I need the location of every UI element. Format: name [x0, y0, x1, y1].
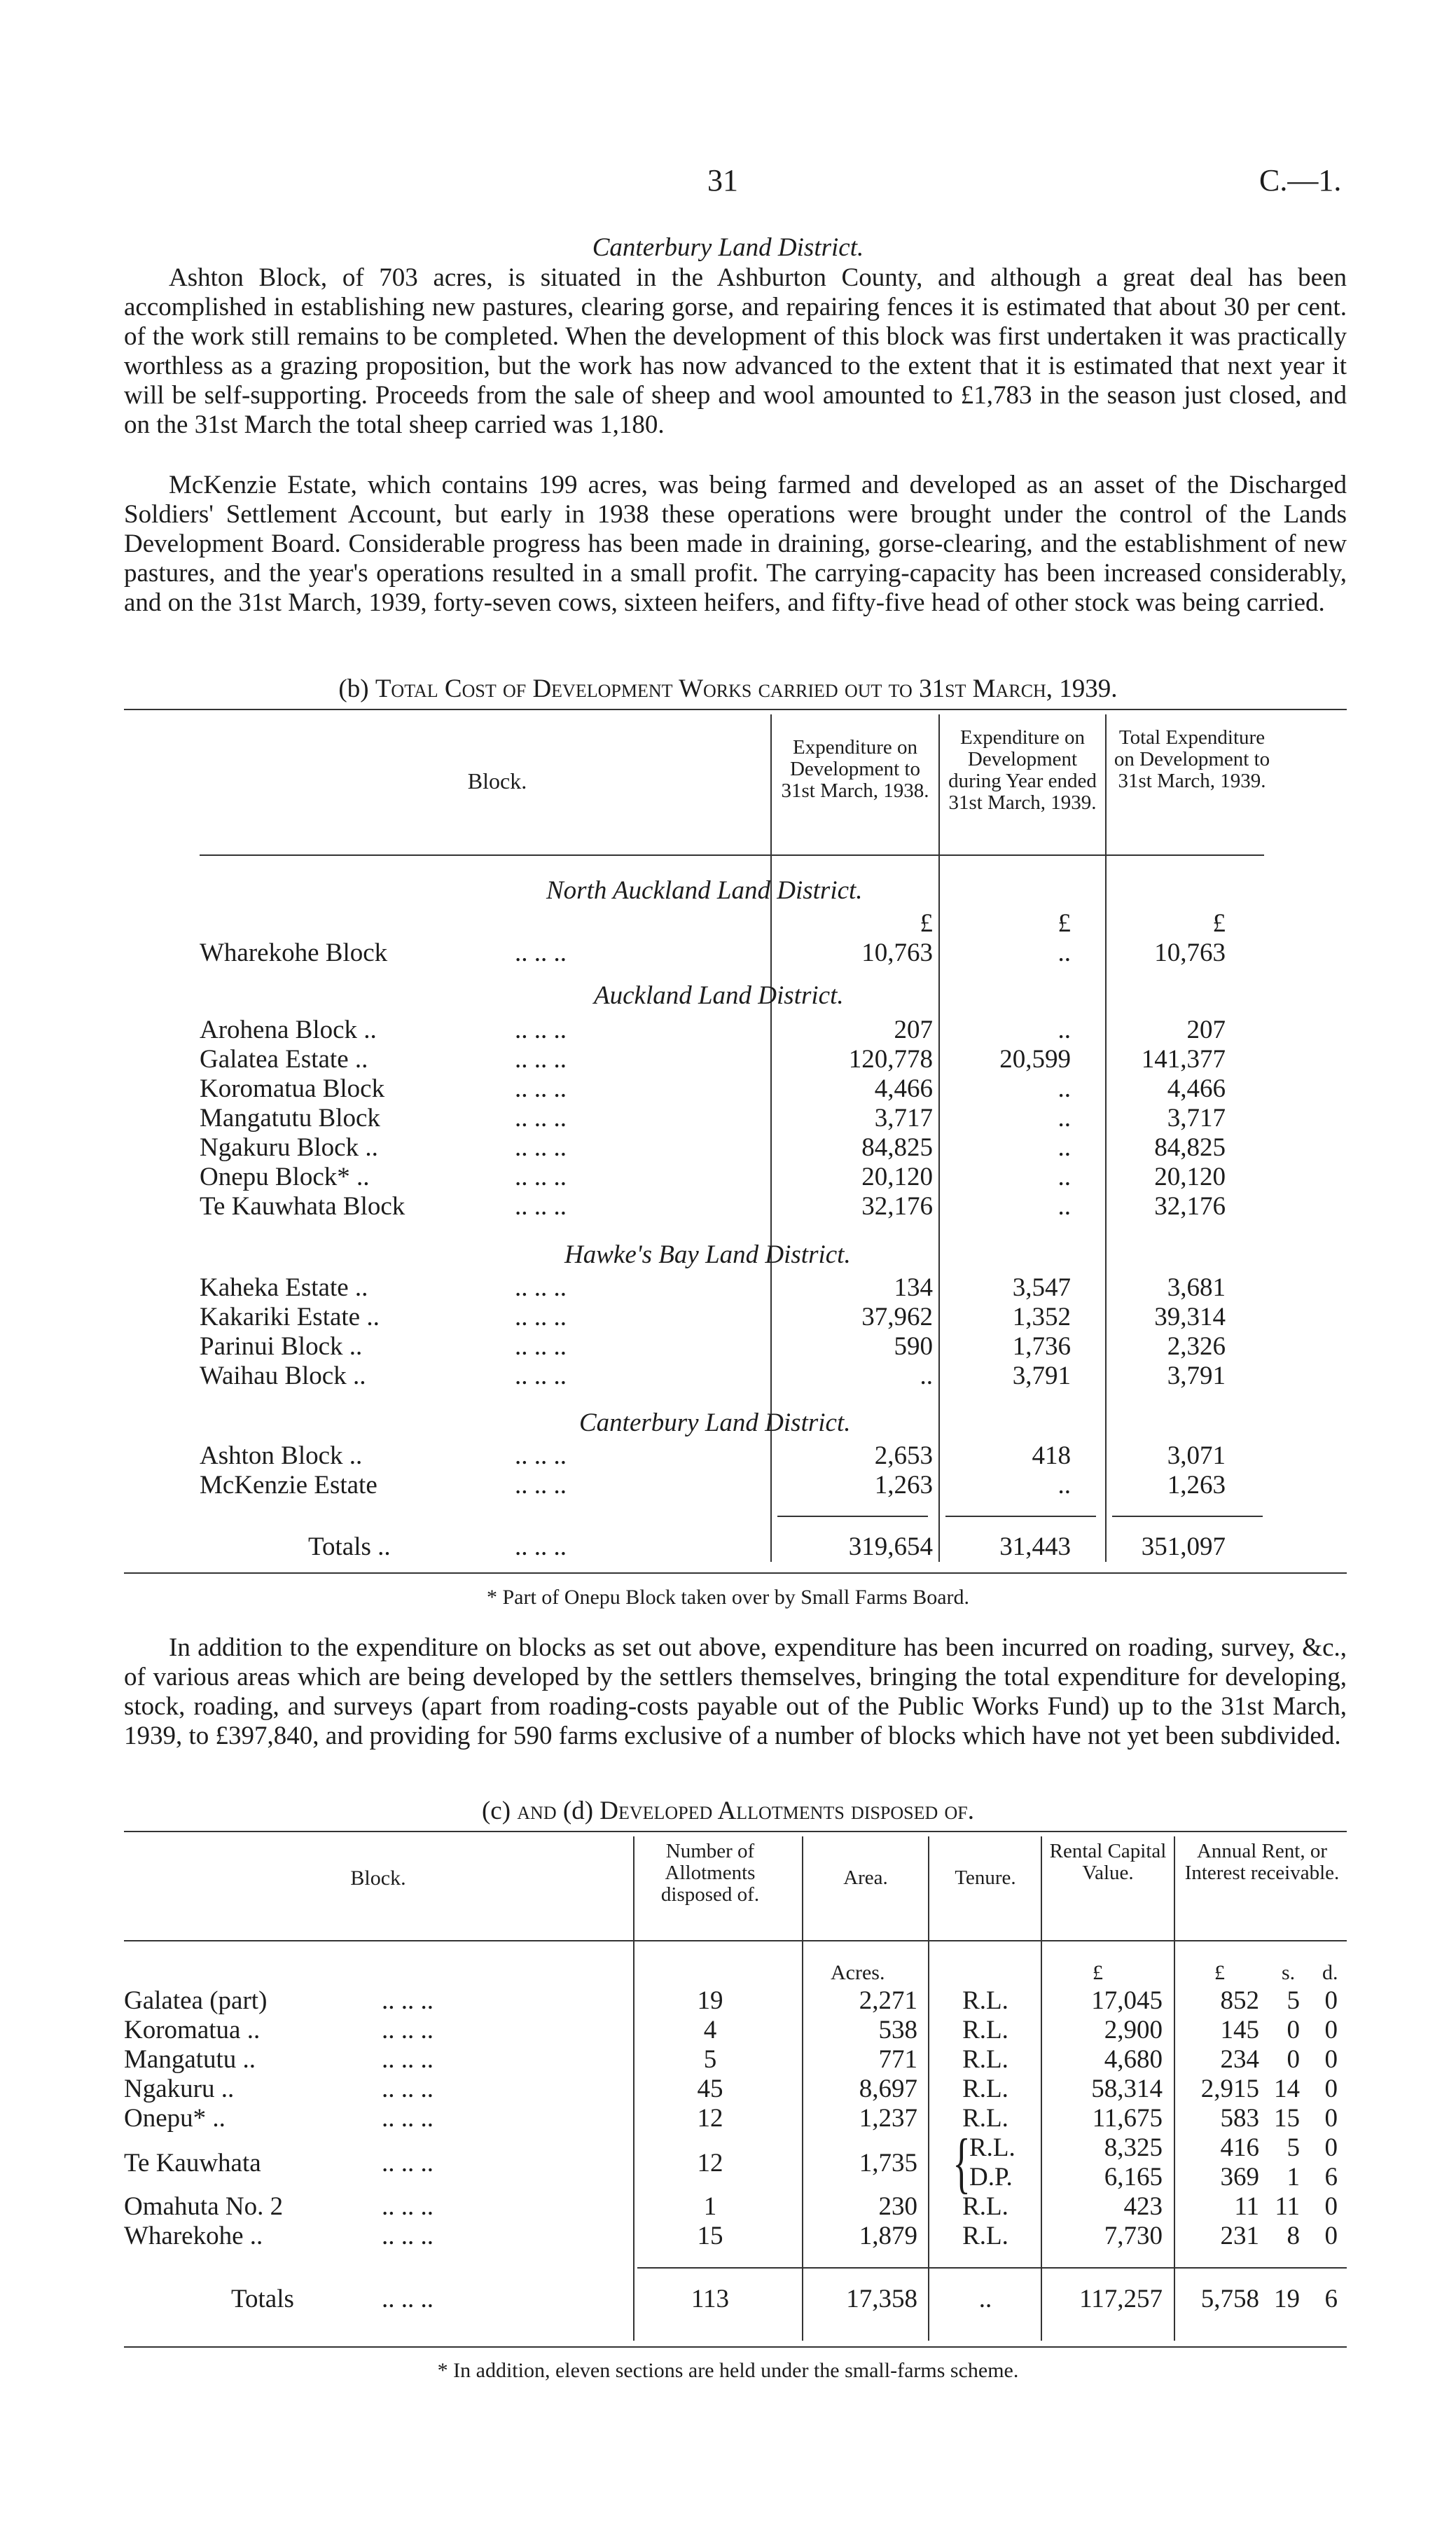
- section-heading: Canterbury Land District.: [592, 233, 864, 262]
- row-col1: 134: [894, 1273, 933, 1302]
- row-tenure-1: R.L.: [969, 2133, 1015, 2162]
- table-b-top-rule: [124, 709, 1347, 710]
- row-col2: ..: [1058, 1471, 1071, 1500]
- row-area: 1,237: [859, 2104, 917, 2133]
- row-col1: 10,763: [861, 939, 933, 967]
- row-leader: .. .. ..: [515, 1133, 567, 1162]
- row-pence: 0: [1324, 2222, 1338, 2250]
- row-rental: 2,900: [1104, 2016, 1163, 2044]
- row-col3: 20,120: [1154, 1163, 1226, 1191]
- row-block: Koromatua Block: [200, 1074, 385, 1103]
- row-col2: ..: [1058, 1074, 1071, 1103]
- totals-col2: 31,443: [999, 1532, 1071, 1561]
- row-leader: .. .. ..: [382, 2016, 434, 2044]
- row-leader: .. .. ..: [515, 1441, 567, 1470]
- row-leader: .. .. ..: [382, 2104, 434, 2133]
- row-block: Mangatutu Block: [200, 1104, 380, 1133]
- totals-rule-col1: [777, 1516, 928, 1517]
- row-tenure: R.L.: [962, 2192, 1008, 2221]
- row-pounds: 583: [1220, 2104, 1259, 2133]
- row-col1: 1,263: [874, 1471, 933, 1500]
- row-tenure: R.L.: [962, 2104, 1008, 2133]
- row-block: Parinui Block ..: [200, 1332, 363, 1361]
- row-block: Omahuta No. 2: [124, 2192, 284, 2221]
- row-leader: .. .. ..: [515, 1163, 567, 1191]
- table-cd-header-rental: Rental Capital Value.: [1049, 1840, 1167, 1884]
- table-cd-divider-3: [928, 1836, 929, 2341]
- row-col3: 39,314: [1154, 1303, 1226, 1331]
- table-cd-top-rule: [124, 1831, 1347, 1832]
- row-block: Mangatutu ..: [124, 2045, 256, 2074]
- row-col2: ..: [1058, 1016, 1071, 1044]
- unit-pence: d.: [1322, 1961, 1338, 1984]
- totals-pence: 6: [1324, 2285, 1338, 2313]
- row-pounds: 2,915: [1200, 2075, 1259, 2103]
- row-leader: .. .. ..: [382, 2149, 434, 2177]
- table-b-caption: [0, 674, 1456, 704]
- row-leader: .. .. ..: [515, 1192, 567, 1221]
- table-b-caption-text: Total Cost of Development Works carried out to 31st March, 1939.: [375, 674, 1118, 703]
- table-cd-header-allotments: Number of Allotments disposed of.: [660, 1840, 760, 1906]
- row-col3: 207: [1186, 1016, 1226, 1044]
- row-block: Ngakuru ..: [124, 2075, 235, 2103]
- row-leader: .. .. ..: [382, 2075, 434, 2103]
- row-block: Ngakuru Block ..: [200, 1133, 378, 1162]
- row-col1: 207: [894, 1016, 933, 1044]
- paragraph-mckenzie: McKenzie Estate, which contains 199 acres, was being farmed and developed as an asset of the Discharged Soldiers' Settlement Account, but early in 1938 these operations were brought under the control of the Lands Development Board. Considerable progress has been made in draining, gorse-clearing, and the establishment of new pastures, and the year's operations resulted in a small profit. The carrying-capacity has been increased considerably, and on the 31st March, 1939, forty-seven cows, sixteen heifers, and fifty-five head of other stock was being carried.: [124, 471, 1347, 617]
- table-cd-header-rule: [124, 1940, 1347, 1941]
- row-leader: .. .. ..: [515, 1074, 567, 1103]
- row-leader: .. .. ..: [515, 1362, 567, 1390]
- row-block: Arohena Block ..: [200, 1016, 377, 1044]
- row-col1: 20,120: [861, 1163, 933, 1191]
- row-col2: ..: [1058, 1133, 1071, 1162]
- currency-col1: £: [920, 909, 933, 938]
- row-pence: 0: [1324, 2104, 1338, 2133]
- table-cd-bottom-rule: [124, 2346, 1347, 2348]
- table-cd-caption-prefix-c: (c): [481, 1796, 511, 1825]
- row-allotments: 45: [697, 2075, 723, 2103]
- table-cd-caption-prefix-d: (d): [562, 1796, 594, 1825]
- totals-shillings: 19: [1274, 2285, 1300, 2313]
- row-col1: 37,962: [861, 1303, 933, 1331]
- row-block: Koromatua ..: [124, 2016, 261, 2044]
- row-tenure: R.L.: [962, 2222, 1008, 2250]
- row-shillings: 15: [1274, 2104, 1300, 2133]
- row-rental-1: 8,325: [1104, 2133, 1163, 2162]
- totals-label: Totals: [231, 2285, 294, 2313]
- row-block: McKenzie Estate: [200, 1471, 377, 1500]
- row-block: Kaheka Estate ..: [200, 1273, 368, 1302]
- row-pence: 0: [1324, 2016, 1338, 2044]
- row-shillings: 14: [1274, 2075, 1300, 2103]
- row-shillings: 11: [1275, 2192, 1300, 2221]
- unit-rental-pounds: £: [1093, 1961, 1103, 1984]
- row-rental: 17,045: [1091, 1986, 1163, 2015]
- row-rental: 7,730: [1104, 2222, 1163, 2250]
- table-cd-totals-rule: [637, 2267, 1347, 2269]
- district-canterbury: Canterbury Land District.: [579, 1408, 851, 1437]
- table-b-header-col3: Total Expenditure on Development to 31st March, 1939.: [1114, 726, 1270, 792]
- totals-area: 17,358: [846, 2285, 917, 2313]
- row-area: 1,879: [859, 2222, 917, 2250]
- row-leader: .. .. ..: [382, 1986, 434, 2015]
- row-col3: 10,763: [1154, 939, 1226, 967]
- row-rental: 11,675: [1092, 2104, 1163, 2133]
- row-rental: 58,314: [1091, 2075, 1163, 2103]
- row-block: Ashton Block ..: [200, 1441, 363, 1470]
- table-cd-footnote: * In addition, eleven sections are held under the small-farms scheme.: [437, 2359, 1019, 2382]
- row-block: Wharekohe Block: [200, 939, 388, 967]
- row-col2: 1,736: [1012, 1332, 1071, 1361]
- brace-icon: {: [952, 2125, 971, 2200]
- row-col3: 1,263: [1167, 1471, 1226, 1500]
- district-auckland: Auckland Land District.: [594, 981, 844, 1010]
- row-block: Onepu* ..: [124, 2104, 226, 2133]
- row-allotments: 12: [697, 2149, 723, 2177]
- totals-rule-col2: [945, 1516, 1096, 1517]
- row-shillings-1: 5: [1287, 2133, 1300, 2162]
- row-allotments: 15: [697, 2222, 723, 2250]
- row-block: Galatea (part): [124, 1986, 268, 2015]
- table-b-divider-2: [938, 714, 940, 1562]
- row-rental-2: 6,165: [1104, 2163, 1163, 2192]
- row-col2: ..: [1058, 1163, 1071, 1191]
- row-col3: 4,466: [1167, 1074, 1226, 1103]
- row-col3: 32,176: [1154, 1192, 1226, 1221]
- row-col1: 120,778: [848, 1045, 933, 1074]
- row-col1: 590: [894, 1332, 933, 1361]
- row-allotments: 19: [697, 1986, 723, 2015]
- table-cd-divider-5: [1174, 1836, 1175, 2341]
- row-col3: 2,326: [1167, 1332, 1226, 1361]
- row-col1: 4,466: [874, 1074, 933, 1103]
- row-allotments: 1: [703, 2192, 717, 2221]
- row-block: Kakariki Estate ..: [200, 1303, 380, 1331]
- totals-leader: .. .. ..: [382, 2285, 434, 2313]
- row-block: Onepu Block* ..: [200, 1163, 370, 1191]
- row-area: 230: [878, 2192, 917, 2221]
- table-cd-caption-text: Developed Allotments disposed of.: [599, 1796, 975, 1825]
- row-leader: .. .. ..: [515, 1016, 567, 1044]
- row-pounds: 145: [1220, 2016, 1259, 2044]
- row-rental: 423: [1123, 2192, 1163, 2221]
- unit-pounds: £: [1214, 1961, 1225, 1984]
- table-cd-header-area: Area.: [843, 1867, 888, 1889]
- row-area: 538: [878, 2016, 917, 2044]
- totals-leader: .. .. ..: [515, 1532, 567, 1561]
- row-leader: .. .. ..: [515, 1104, 567, 1133]
- row-col1: 2,653: [874, 1441, 933, 1470]
- row-pounds: 852: [1220, 1986, 1259, 2015]
- row-pounds-1: 416: [1220, 2133, 1259, 2162]
- row-pounds: 11: [1234, 2192, 1259, 2221]
- row-col1: 3,717: [874, 1104, 933, 1133]
- row-pounds: 231: [1220, 2222, 1259, 2250]
- row-leader: .. .. ..: [515, 939, 567, 967]
- row-col2: ..: [1058, 1104, 1071, 1133]
- unit-acres: Acres.: [831, 1961, 885, 1984]
- table-b-header-col2: Expenditure on Development during Year ended 31st March, 1939.: [948, 726, 1097, 814]
- row-tenure: R.L.: [962, 1986, 1008, 2015]
- totals-tenure: ..: [978, 2285, 992, 2313]
- row-pence: 0: [1324, 1986, 1338, 2015]
- row-block: Waihau Block ..: [200, 1362, 366, 1390]
- totals-pounds: 5,758: [1200, 2285, 1259, 2313]
- totals-col1: 319,654: [848, 1532, 933, 1561]
- table-cd-divider-4: [1041, 1836, 1042, 2341]
- row-col2: 1,352: [1012, 1303, 1071, 1331]
- table-b-divider-3: [1105, 714, 1107, 1562]
- row-tenure: R.L.: [962, 2016, 1008, 2044]
- row-area: 771: [878, 2045, 917, 2074]
- totals-rental: 117,257: [1079, 2285, 1163, 2313]
- table-b-caption-prefix: (b): [338, 674, 369, 703]
- row-col3: 3,071: [1167, 1441, 1226, 1470]
- table-cd-divider-1: [633, 1836, 635, 2341]
- currency-col2: £: [1058, 909, 1071, 938]
- row-shillings-2: 1: [1287, 2163, 1300, 2192]
- district-hawkes-bay: Hawke's Bay Land District.: [564, 1240, 851, 1269]
- row-area: 8,697: [859, 2075, 917, 2103]
- row-block: Te Kauwhata Block: [200, 1192, 405, 1221]
- row-col1: 32,176: [861, 1192, 933, 1221]
- row-allotments: 12: [697, 2104, 723, 2133]
- row-leader: .. .. ..: [515, 1303, 567, 1331]
- row-block: Galatea Estate ..: [200, 1045, 368, 1074]
- row-leader: .. .. ..: [382, 2192, 434, 2221]
- row-tenure: R.L.: [962, 2075, 1008, 2103]
- row-col3: 3,717: [1167, 1104, 1226, 1133]
- table-cd-header-tenure: Tenure.: [955, 1867, 1016, 1889]
- row-col3: 141,377: [1141, 1045, 1226, 1074]
- row-pence-1: 0: [1324, 2133, 1338, 2162]
- row-leader: .. .. ..: [515, 1471, 567, 1500]
- row-area: 1,735: [859, 2149, 917, 2177]
- row-col3: 3,681: [1167, 1273, 1226, 1302]
- totals-label: Totals ..: [308, 1532, 391, 1561]
- row-shillings: 8: [1287, 2222, 1300, 2250]
- row-col1: 84,825: [861, 1133, 933, 1162]
- row-pounds: 234: [1220, 2045, 1259, 2074]
- row-col2: 3,791: [1012, 1362, 1071, 1390]
- row-leader: .. .. ..: [515, 1273, 567, 1302]
- row-leader: .. .. ..: [382, 2222, 434, 2250]
- row-allotments: 5: [703, 2045, 717, 2074]
- row-col1: ..: [920, 1362, 933, 1390]
- table-b-footnote: * Part of Onepu Block taken over by Small Farms Board.: [486, 1586, 970, 1609]
- row-col2: ..: [1058, 1192, 1071, 1221]
- row-leader: .. .. ..: [382, 2045, 434, 2074]
- document-reference: C.—1.: [1259, 163, 1342, 198]
- table-cd-header-block: Block.: [350, 1867, 406, 1890]
- currency-col3: £: [1212, 909, 1226, 938]
- totals-col3: 351,097: [1141, 1532, 1226, 1561]
- page-number: 31: [707, 163, 738, 198]
- row-tenure-2: D.P.: [969, 2163, 1013, 2192]
- row-block: Wharekohe ..: [124, 2222, 263, 2250]
- row-col2: 418: [1032, 1441, 1071, 1470]
- row-shillings: 5: [1287, 1986, 1300, 2015]
- paragraph-additional-expenditure: In addition to the expenditure on blocks as set out above, expenditure has been incurred on roading, survey, &c., of various areas which are being developed by the settlers themselves, bringing the total expenditure for developing, stock, roading, and surveys (apart from roading-costs payable out of the Public Works Fund) up to the 31st March, 1939, to £397,840, and providing for 590 farms exclusive of a number of blocks which have not yet been subdivided.: [124, 1633, 1347, 1750]
- row-allotments: 4: [703, 2016, 717, 2044]
- table-cd-caption: [0, 1796, 1456, 1826]
- row-pence: 0: [1324, 2075, 1338, 2103]
- table-b-bottom-rule: [124, 1572, 1347, 1574]
- totals-allotments: 113: [691, 2285, 730, 2313]
- row-pence: 0: [1324, 2192, 1338, 2221]
- row-pounds-2: 369: [1220, 2163, 1259, 2192]
- table-cd-caption-and: and: [517, 1796, 557, 1825]
- row-area: 2,271: [859, 1986, 917, 2015]
- row-shillings: 0: [1287, 2045, 1300, 2074]
- district-north-auckland: North Auckland Land District.: [546, 876, 863, 905]
- row-col2: 3,547: [1012, 1273, 1071, 1302]
- row-pence: 0: [1324, 2045, 1338, 2074]
- row-rental: 4,680: [1104, 2045, 1163, 2074]
- table-b-header-rule: [200, 854, 1264, 856]
- row-block: Te Kauwhata: [124, 2149, 261, 2177]
- table-cd-divider-2: [802, 1836, 803, 2341]
- paragraph-ashton: Ashton Block, of 703 acres, is situated in the Ashburton County, and although a great deal has been accomplished in establishing new pastures, clearing gorse, and repairing fences it is estimated that about 30 per cent. of the work still remains to be completed. When the development of this block was first undertaken it was practically worthless as a grazing proposition, but the work has now advanced to the extent that it is estimated that next year it will be self-supporting. Proceeds from the sale of sheep and wool amounted to £1,783 in the season just closed, and on the 31st March the total sheep carried was 1,180.: [124, 263, 1347, 439]
- row-shillings: 0: [1287, 2016, 1300, 2044]
- unit-shillings: s.: [1282, 1961, 1296, 1984]
- table-b-header-col1: Expenditure on Development to 31st March, 1938.: [781, 736, 929, 802]
- row-col3: 3,791: [1167, 1362, 1226, 1390]
- row-pence-2: 6: [1324, 2163, 1338, 2192]
- row-tenure: R.L.: [962, 2045, 1008, 2074]
- row-col2: ..: [1058, 939, 1071, 967]
- table-b-header-block: Block.: [467, 768, 527, 794]
- row-leader: .. .. ..: [515, 1045, 567, 1074]
- table-cd-header-rent: Annual Rent, or Interest receivable.: [1184, 1840, 1340, 1884]
- row-leader: .. .. ..: [515, 1332, 567, 1361]
- totals-rule-col3: [1112, 1516, 1263, 1517]
- row-col2: 20,599: [999, 1045, 1071, 1074]
- row-col3: 84,825: [1154, 1133, 1226, 1162]
